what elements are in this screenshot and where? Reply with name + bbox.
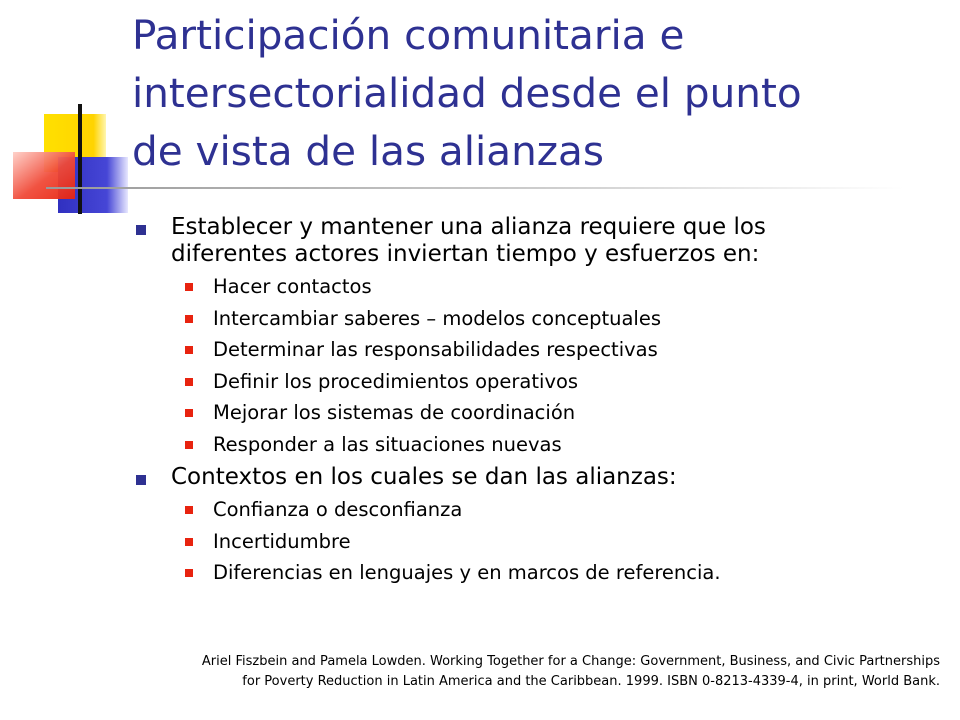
square-bullet-icon	[136, 225, 146, 235]
sub-bullet-text: Intercambiar saberes – modelos conceptuales	[213, 306, 661, 330]
slide-body	[133, 214, 923, 589]
title-line: intersectorialidad desde el punto	[132, 69, 802, 117]
deco-red-square	[13, 152, 75, 199]
sub-bullet-item	[133, 366, 923, 398]
sub-bullet-text: Diferencias en lenguajes y en marcos de referencia.	[213, 561, 721, 584]
square-bullet-icon	[185, 346, 193, 354]
sub-bullet-text: Incertidumbre	[213, 529, 351, 553]
title-line: Participación comunitaria e	[132, 11, 685, 59]
sub-bullet-item	[133, 271, 923, 303]
deco-vertical-bar	[78, 104, 82, 214]
square-bullet-icon	[136, 475, 146, 485]
square-bullet-icon	[185, 409, 193, 417]
sub-bullet-item	[133, 526, 923, 558]
sub-bullet-text: Confianza o desconfianza	[213, 498, 463, 521]
square-bullet-icon	[185, 283, 193, 291]
square-bullet-icon	[185, 538, 193, 546]
sub-bullet-text: Responder a las situaciones nuevas	[213, 432, 562, 456]
sub-bullet-item	[133, 557, 923, 589]
square-bullet-icon	[185, 506, 193, 514]
bullet-item	[133, 214, 923, 268]
square-bullet-icon	[185, 569, 193, 577]
deco-horizontal-bar	[46, 187, 904, 189]
sub-bullet-item	[133, 429, 923, 461]
sub-bullet-list	[133, 271, 923, 460]
sub-bullet-list	[133, 494, 923, 589]
bullet-text: diferentes actores inviertan tiempo y esfuerzos en:	[171, 241, 760, 267]
bullet-item	[133, 464, 923, 491]
bullet-text: Establecer y mantener una alianza requiere que los	[171, 214, 766, 240]
citation	[120, 652, 940, 692]
citation-line: for Poverty Reduction in Latin America and the Caribbean. 1999. ISBN 0-8213-4339-4, in print, World Bank.	[242, 674, 940, 689]
sub-bullet-text: Determinar las responsabilidades respectivas	[213, 338, 658, 361]
square-bullet-icon	[185, 441, 193, 449]
sub-bullet-item	[133, 397, 923, 429]
sub-bullet-item	[133, 334, 923, 366]
sub-bullet-text: Mejorar los sistemas de coordinación	[213, 401, 576, 424]
slide-title	[132, 6, 932, 180]
sub-bullet-text: Definir los procedimientos operativos	[213, 369, 579, 393]
sub-bullet-item	[133, 494, 923, 526]
sub-bullet-text: Hacer contactos	[213, 275, 372, 298]
title-line: de vista de las alianzas	[132, 127, 604, 175]
citation-line: Ariel Fiszbein and Pamela Lowden. Working Together for a Change: Government, Business, and Civic Partnerships	[201, 654, 940, 669]
bullet-text: Contextos en los cuales se dan las alianzas:	[171, 464, 677, 490]
square-bullet-icon	[185, 315, 193, 323]
square-bullet-icon	[185, 378, 193, 386]
sub-bullet-item	[133, 303, 923, 335]
